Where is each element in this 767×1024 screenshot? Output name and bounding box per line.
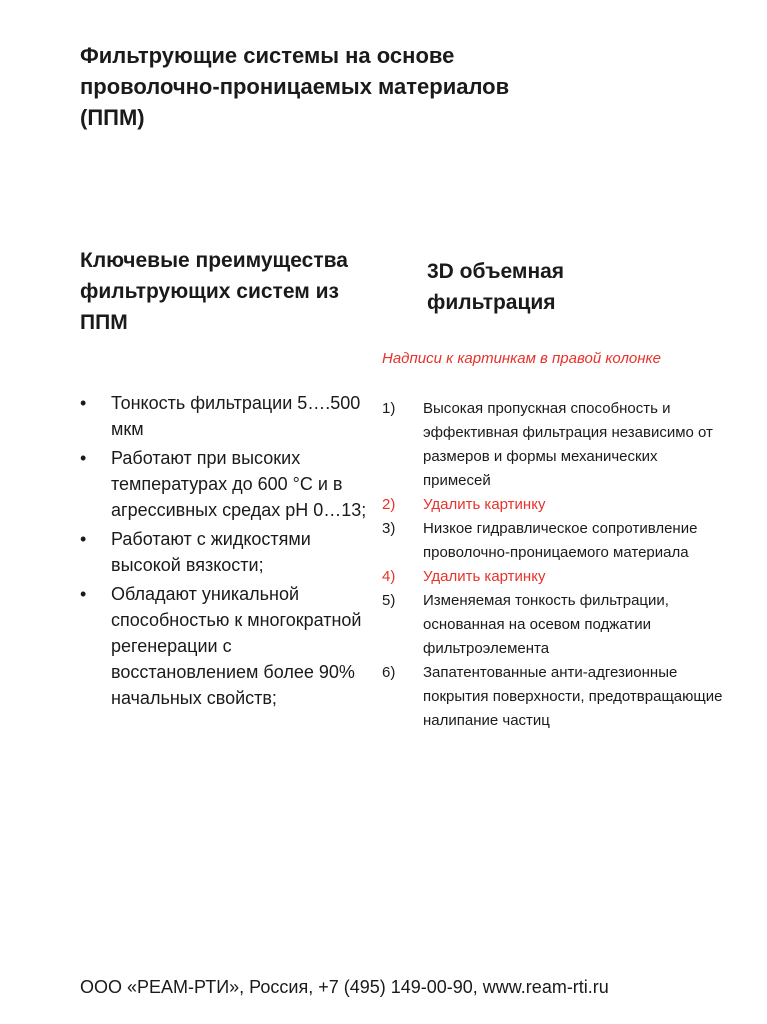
item-number: 4): [382, 568, 396, 585]
list-item: [382, 589, 727, 661]
footer-contact: ООО «РЕАМ-РТИ», Россия, +7 (495) 149-00-90, www.ream-rti.ru: [80, 977, 609, 997]
captions-list: [382, 397, 727, 733]
list-item: [80, 445, 380, 523]
list-item-text: Высокая пропускная способность и эффективная фильтрация независимо от размеров и формы механических примесей: [423, 400, 713, 489]
list-item: [382, 397, 727, 493]
item-number: 1): [382, 400, 396, 417]
bullet-icon: •: [80, 448, 87, 468]
list-item: [80, 390, 380, 442]
list-item: [382, 517, 727, 565]
list-item-text: Работают с жидкостями высокой вязкости;: [111, 529, 311, 575]
list-item: [80, 526, 380, 578]
advantages-list: [80, 390, 380, 714]
list-item-text: Изменяемая тонкость фильтрации, основанная на осевом поджатии фильтроэлемента: [423, 592, 669, 657]
slide-title: Фильтрующие системы на основе проволочно-проницаемых материалов (ППМ): [80, 43, 510, 130]
bullet-icon: •: [80, 393, 87, 413]
list-item-text: Работают при высоких температурах до 600 °С и в агрессивных средах рН 0…13;: [111, 448, 367, 520]
bullet-icon: •: [80, 529, 87, 549]
item-number: 3): [382, 520, 396, 537]
list-item: [382, 661, 727, 733]
list-item: [382, 493, 727, 517]
left-column-heading: Ключевые преимущества фильтрующих систем из ППМ: [80, 249, 348, 334]
list-item-text: Обладают уникальной способностью к многократной регенерации с восстановлением более 90% начальных свойств;: [111, 584, 362, 708]
editor-note: Надписи к картинкам в правой колонке: [382, 350, 661, 367]
bullet-icon: •: [80, 584, 87, 604]
list-item-text: Удалить картинку: [423, 496, 546, 513]
right-column-heading: 3D объемная фильтрация: [427, 260, 565, 314]
list-item-text: Низкое гидравлическое сопротивление проволочно-проницаемого материала: [423, 520, 698, 561]
list-item-text: Запатентованные анти-адгезионные покрытия поверхности, предотвращающие налипание частиц: [423, 664, 723, 729]
list-item: [382, 565, 727, 589]
item-number: 5): [382, 592, 396, 609]
item-number: 6): [382, 664, 396, 681]
list-item: [80, 581, 380, 711]
list-item-text: Удалить картинку: [423, 568, 546, 585]
list-item-text: Тонкость фильтрации 5….500 мкм: [111, 393, 361, 439]
item-number: 2): [382, 496, 396, 513]
